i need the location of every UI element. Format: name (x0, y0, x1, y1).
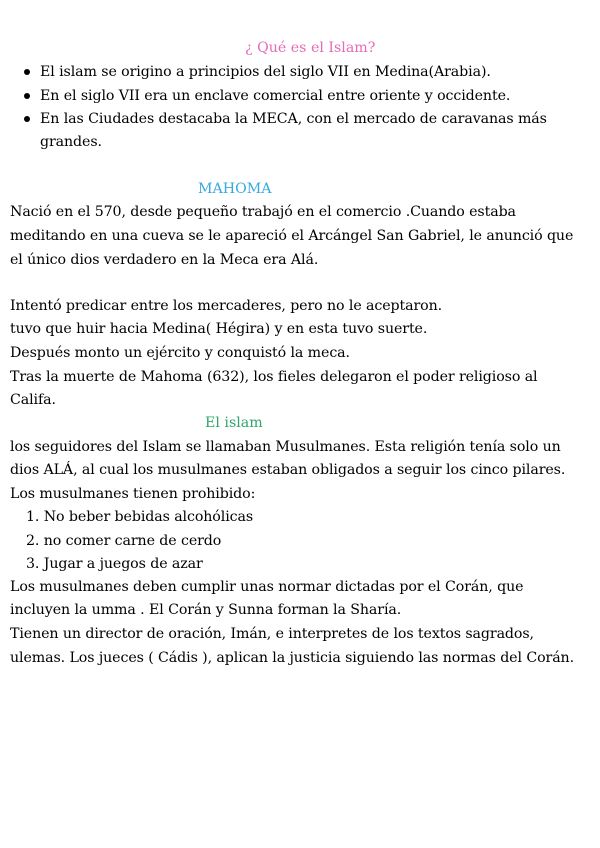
islam-closing-line: ulemas. Los jueces ( Cádis ), aplican la justicia siguiendo las normas del Corán. (10, 650, 575, 666)
bullet-item: En las Ciudades destacaba la MECA, con el mercado de caravanas más (40, 111, 547, 127)
islam-closing-line: Los musulmanes deben cumplir unas normar dictadas por el Corán, que (10, 579, 524, 595)
islam-paragraph-line: dios ALÁ, al cual los musulmanes estaban obligados a seguir los cinco pilares. (10, 462, 566, 478)
islam-paragraph-line: Los musulmanes tienen prohibido: (10, 486, 256, 502)
mahoma-paragraph-line: Nació en el 570, desde pequeño trabajó en el comercio .Cuando estaba (10, 204, 516, 220)
mahoma-paragraph-line: Intentó predicar entre los mercaderes, pero no le aceptaron. (10, 298, 443, 314)
prohibition-item: 3. Jugar a juegos de azar (26, 556, 203, 572)
page-title: ¿ Qué es el Islam? (245, 40, 376, 56)
mahoma-paragraph-line: el único dios verdadero en la Meca era Alá. (10, 252, 319, 268)
islam-closing-line: incluyen la umma . El Corán y Sunna forman la Sharía. (10, 602, 402, 618)
bullet-dot (24, 69, 30, 75)
prohibition-item: 2. no comer carne de cerdo (26, 533, 222, 549)
bullet-item-continuation: grandes. (40, 134, 102, 150)
islam-closing-line: Tienen un director de oración, Imán, e interpretes de los textos sagrados, (10, 626, 534, 642)
mahoma-paragraph-line: tuvo que huir hacia Medina( Hégira) y en esta tuvo suerte. (10, 321, 428, 337)
mahoma-paragraph-line: Califa. (10, 392, 56, 408)
mahoma-paragraph-line: Tras la muerte de Mahoma (632), los fieles delegaron el poder religioso al (10, 369, 538, 385)
mahoma-paragraph-line: meditando en una cueva se le apareció el Arcángel San Gabriel, le anunció que (10, 228, 574, 244)
mahoma-paragraph-line: Después monto un ejército y conquistó la meca. (10, 345, 350, 361)
prohibition-item: 1. No beber bebidas alcohólicas (26, 509, 254, 525)
islam-paragraph-line: los seguidores del Islam se llamaban Musulmanes. Esta religión tenía solo un (10, 439, 561, 455)
bullet-dot (24, 93, 30, 99)
bullet-item: El islam se origino a principios del siglo VII en Medina(Arabia). (40, 64, 491, 80)
bullet-dot (24, 116, 30, 122)
mahoma-heading: MAHOMA (198, 181, 272, 197)
bullet-item: En el siglo VII era un enclave comercial entre oriente y occidente. (40, 88, 511, 104)
islam-heading: El islam (205, 415, 263, 431)
